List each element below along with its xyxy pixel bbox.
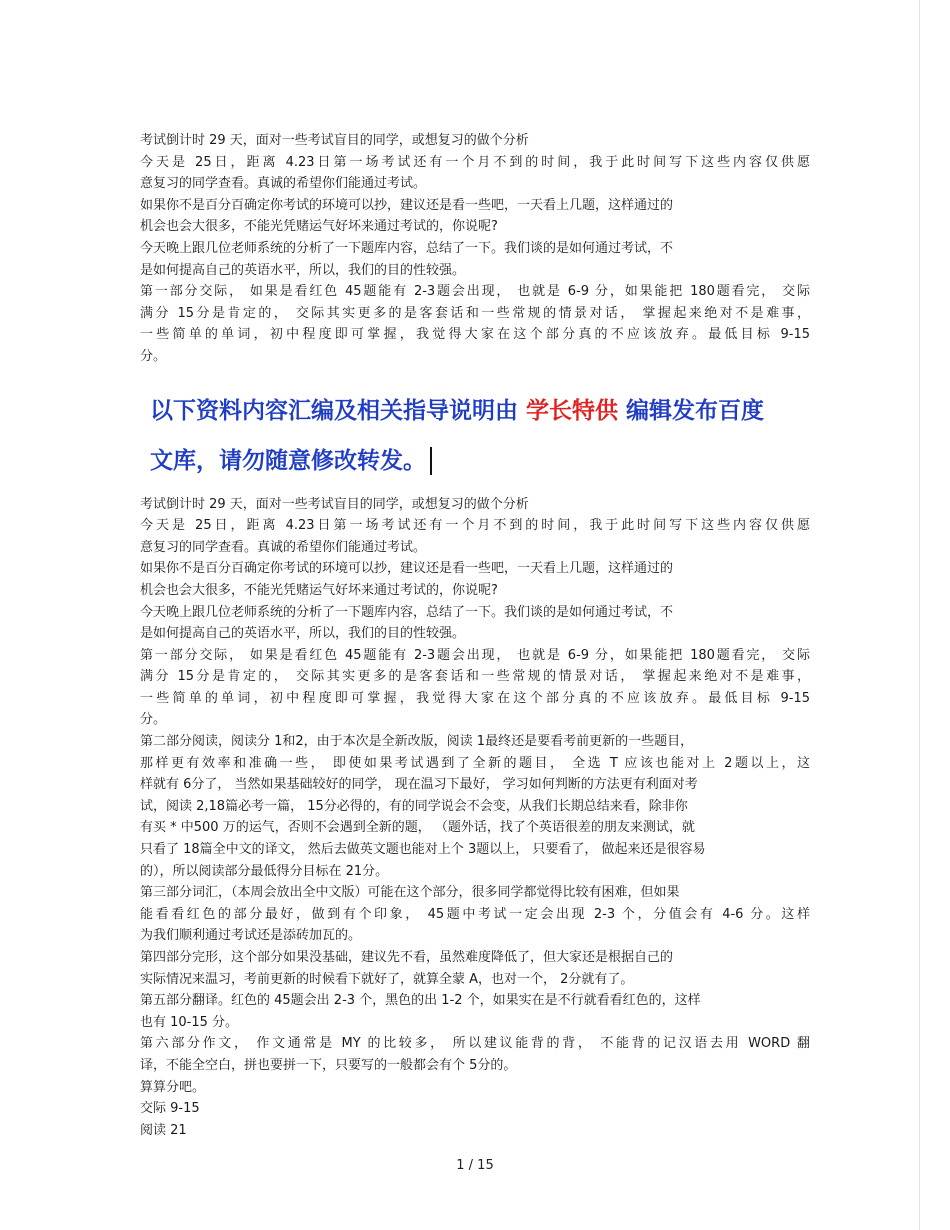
paragraph-line: 为我们顺利通过考试还是添砖加瓦的。 bbox=[140, 928, 362, 944]
paragraph-line: 今天是 25日，距离 4.23日第一场考试还有一个月不到的时间，我于此时间写下这些内容仅供愿 bbox=[140, 154, 810, 170]
banner-highlight: 学长特供 bbox=[526, 397, 619, 424]
banner-line-2 bbox=[150, 436, 810, 486]
paragraph-line: 满分 15分是肯定的， 交际其实更多的是客套话和一些常规的情景对话， 掌握起来绝对不是难事， bbox=[140, 305, 810, 321]
paragraph-line: 第一部分交际， 如果是看红色 45题能有 2-3题会出现， 也就是 6-9 分，如果能把 180题看完， 交际 bbox=[140, 284, 810, 300]
paragraph-line: 第一部分交际， 如果是看红色 45题能有 2-3题会出现， 也就是 6-9 分，如果能把 180题看完， 交际 bbox=[140, 647, 810, 663]
paragraph-line: 今天晚上跟几位老师系统的分析了一下题库内容，总结了一下。我们谈的是如何通过考试，不 bbox=[140, 604, 674, 620]
paragraph-line: 意复习的同学查看。真诚的希望你们能通过考试。 bbox=[140, 176, 427, 192]
paragraph-line: 第六部分作文， 作文通常是 MY 的比较多， 所以建议能背的背， 不能背的记汉语去用 WORD 翻 bbox=[140, 1036, 810, 1052]
paragraph-line: 分。 bbox=[140, 348, 167, 364]
paragraph-line: 满分 15分是肯定的， 交际其实更多的是客套话和一些常规的情景对话， 掌握起来绝对不是难事， bbox=[140, 669, 810, 685]
paragraph-line: 的），所以阅读部分最低得分目标在 21分。 bbox=[140, 863, 389, 879]
paragraph-line: 只看了 18篇全中文的译文， 然后去做英文题也能对上个 3题以上， 只要看了， 做起来还是很容易 bbox=[140, 842, 706, 858]
paragraph-line: 算算分吧。 bbox=[140, 1079, 206, 1095]
paragraph-line: 能看看红色的部分最好，做到有个印象， 45题中考试一定会出现 2-3 个，分值会有 4-6 分。这样 bbox=[140, 906, 810, 922]
paragraph-line: 也有 10-15 分。 bbox=[140, 1014, 239, 1030]
paragraph-line: 机会也会大很多，不能光凭赌运气好坏来通过考试的，你说呢? bbox=[140, 219, 498, 235]
banner-text: 文库，请勿随意修改转发。 bbox=[150, 447, 426, 474]
paragraph-line: 考试倒计时 29 天，面对一些考试盲目的同学，或想复习的做个分析 bbox=[140, 496, 529, 512]
paragraph-line: 译，不能全空白，拼也要拼一下，只要写的一般都会有个 5分的。 bbox=[140, 1057, 517, 1073]
paragraph-line: 如果你不是百分百确定你考试的环境可以抄，建议还是看一些吧，一天看上几题，这样通过的 bbox=[140, 197, 674, 213]
text-cursor bbox=[430, 447, 432, 475]
paragraph-line: 交际 9-15 bbox=[140, 1101, 200, 1117]
paragraph-line: 是如何提高自己的英语水平，所以，我们的目的性较强。 bbox=[140, 262, 466, 278]
document-content bbox=[140, 130, 810, 1141]
notice-banner bbox=[150, 386, 810, 486]
paragraph-line: 今天是 25日，距离 4.23日第一场考试还有一个月不到的时间，我于此时间写下这些内容仅供愿 bbox=[140, 518, 810, 534]
main-section bbox=[140, 494, 810, 1142]
page-number: 1 / 15 bbox=[456, 1158, 494, 1173]
paragraph-line: 机会也会大很多，不能光凭赌运气好坏来通过考试的，你说呢? bbox=[140, 582, 498, 598]
paragraph-line: 样就有 6分了， 当然如果基础较好的同学， 现在温习下最好， 学习如何判断的方法更有利面对考 bbox=[140, 777, 698, 793]
paragraph-line: 如果你不是百分百确定你考试的环境可以抄，建议还是看一些吧，一天看上几题，这样通过的 bbox=[140, 561, 674, 577]
paragraph-line: 一些简单的单词，初中程度即可掌握，我觉得大家在这个部分真的不应该放弃。最低目标 9-15 bbox=[140, 327, 810, 343]
paragraph-line: 考试倒计时 29 天，面对一些考试盲目的同学，或想复习的做个分析 bbox=[140, 133, 529, 148]
paragraph-line: 第五部分翻译。红色的 45题会出 2-3 个，黑色的出 1-2 个，如果实在是不行就看看红色的，这样 bbox=[140, 993, 701, 1009]
page-edge-divider bbox=[919, 0, 920, 1230]
banner-text: 以下资料内容汇编及相关指导说明由 bbox=[150, 397, 518, 424]
paragraph-line: 是如何提高自己的英语水平，所以，我们的目的性较强。 bbox=[140, 626, 466, 642]
paragraph-line: 一些简单的单词，初中程度即可掌握，我觉得大家在这个部分真的不应该放弃。最低目标 9-15 bbox=[140, 690, 810, 706]
banner-text: 编辑发布百度 bbox=[626, 397, 765, 424]
banner-line-1 bbox=[150, 386, 810, 436]
paragraph-line: 第四部分完形，这个部分如果没基础，建议先不看，虽然难度降低了，但大家还是根据自己的 bbox=[140, 950, 674, 965]
paragraph-line: 阅读 21 bbox=[140, 1122, 187, 1138]
paragraph-line: 那样更有效率和准确一些， 即使如果考试遇到了全新的题目， 全选 T 应该也能对上 2题以上，这 bbox=[140, 755, 810, 771]
intro-section bbox=[140, 130, 810, 368]
paragraph-line: 第二部分阅读，阅读分 1和2，由于本次是全新改版，阅读 1最终还是要看考前更新的一些题目， bbox=[140, 734, 694, 750]
paragraph-line: 今天晚上跟几位老师系统的分析了一下题库内容，总结了一下。我们谈的是如何通过考试，不 bbox=[140, 240, 674, 256]
paragraph-line: 分。 bbox=[140, 712, 167, 728]
paragraph-line: 试，阅读 2,18篇必考一篇， 15分必得的，有的同学说会不会变，从我们长期总结来看，除非你 bbox=[140, 798, 688, 814]
paragraph-line: 第三部分词汇，（本周会放出全中文版）可能在这个部分，很多同学都觉得比较有困难，但如果 bbox=[140, 885, 680, 901]
paragraph-line: 有买 * 中500 万的运气，否则不会遇到全新的题， （题外话，找了个英语很差的朋友来测试，就 bbox=[140, 820, 695, 836]
paragraph-line: 实际情况来温习，考前更新的时候看下就好了，就算全蒙 A，也对一个， 2分就有了。 bbox=[140, 971, 634, 987]
paragraph-line: 意复习的同学查看。真诚的希望你们能通过考试。 bbox=[140, 539, 427, 555]
